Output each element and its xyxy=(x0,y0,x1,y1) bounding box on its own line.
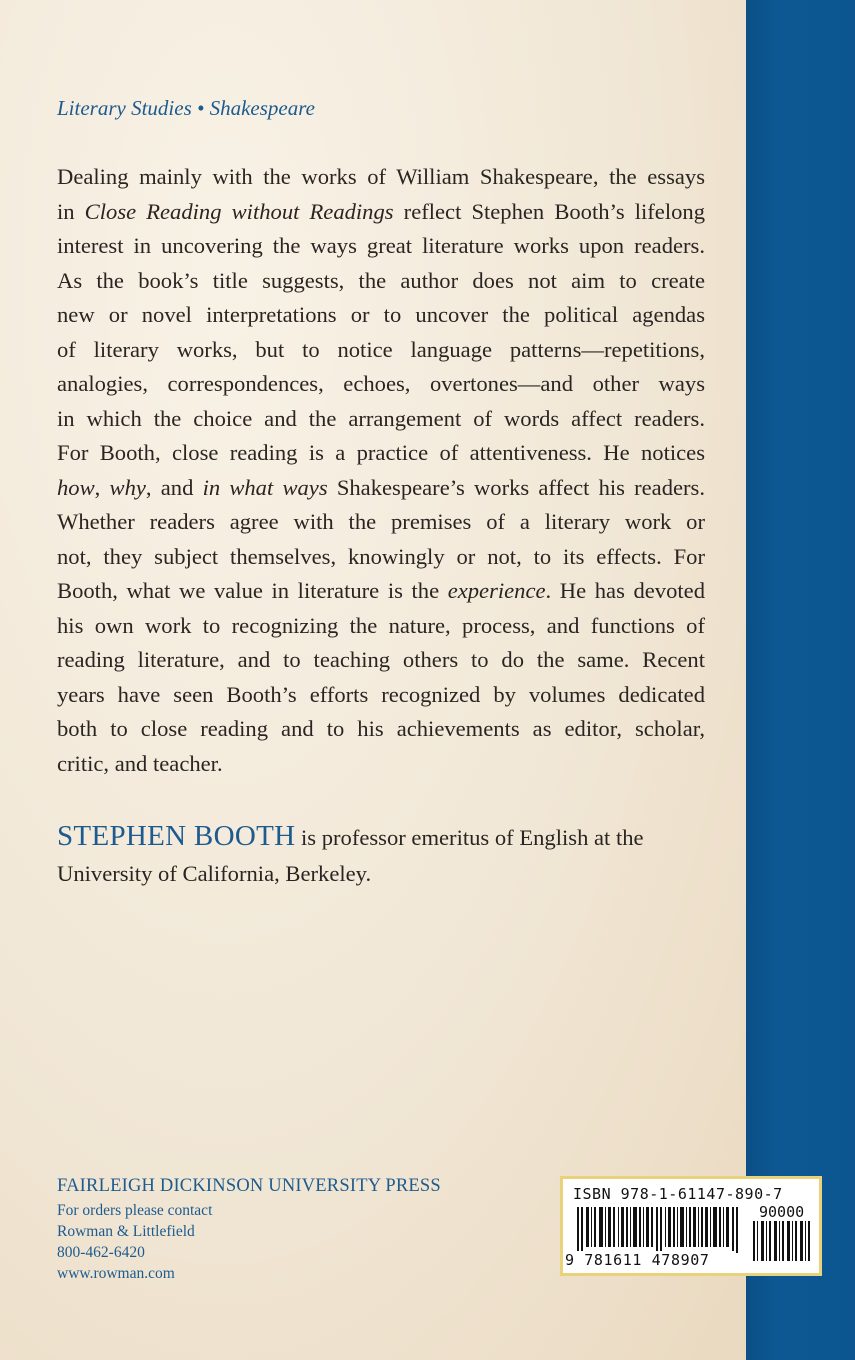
author-bio-text: University of California, Berkeley. xyxy=(57,861,372,886)
description-line: his own work to recognizing the nature, process, and functions of xyxy=(57,612,705,638)
description-line: As the book’s title suggests, the author does not aim to create xyxy=(57,267,705,293)
description-line: both to close reading and to his achievements as editor, scholar, xyxy=(57,716,705,741)
ean-number: 9 781611 478907 xyxy=(565,1251,735,1269)
author-name: STEPHEN BOOTH xyxy=(57,820,296,852)
price-barcode-bars xyxy=(753,1221,811,1261)
author-bio xyxy=(57,818,705,892)
description-line: new or novel interpretations or to uncover the political agendas xyxy=(57,302,705,327)
publisher-block xyxy=(57,1176,441,1284)
description-line: not, they subject themselves, knowingly or not, to its effects. For xyxy=(57,543,705,569)
isbn-barcode xyxy=(560,1176,822,1276)
description-line: years have seen Booth’s efforts recognized by volumes dedicated xyxy=(57,681,705,707)
description-line: Dealing mainly with the works of William Shakespeare, the essays xyxy=(57,164,705,189)
book-description xyxy=(57,160,705,781)
order-contact: For orders please contact xyxy=(57,1202,213,1219)
description-line: in which the choice and the arrangement of words affect readers. xyxy=(57,405,705,431)
price-code: 90000 xyxy=(759,1203,805,1221)
description-line: reading literature, and to teaching others to do the same. Recent xyxy=(57,647,705,672)
description-line: Booth, what we value in literature is the experience. He has devoted xyxy=(57,578,705,603)
description-line: of literary works, but to notice language patterns—repetitions, xyxy=(57,336,705,362)
distributor-name: Rowman & Littlefield xyxy=(57,1223,195,1240)
ean-barcode-bars xyxy=(577,1207,743,1253)
category-label: Literary Studies • Shakespeare xyxy=(57,96,315,120)
publisher-name: FAIRLEIGH DICKINSON UNIVERSITY PRESS xyxy=(57,1176,441,1196)
isbn-label: ISBN 978-1-61147-890-7 xyxy=(573,1185,783,1203)
description-line: critic, and teacher. xyxy=(57,750,223,776)
author-bio-text: is professor emeritus of English at the xyxy=(295,825,644,850)
website-url[interactable]: www.rowman.com xyxy=(57,1265,175,1282)
spine-edge xyxy=(746,0,855,1360)
description-line: For Booth, close reading is a practice of attentiveness. He notices xyxy=(57,440,705,465)
description-line: analogies, correspondences, echoes, overtones—and other ways xyxy=(57,371,705,396)
phone-number: 800-462-6420 xyxy=(57,1244,145,1261)
description-line: how, why, and in what ways Shakespeare’s works affect his readers. xyxy=(57,474,706,500)
description-line: Whether readers agree with the premises of a literary work or xyxy=(57,509,705,534)
description-line: in Close Reading without Readings reflect Stephen Booth’s lifelong xyxy=(57,198,705,224)
book-title-italic: Close Reading without Readings xyxy=(84,198,394,224)
description-line: interest in uncovering the ways great literature works upon readers. xyxy=(57,233,705,258)
